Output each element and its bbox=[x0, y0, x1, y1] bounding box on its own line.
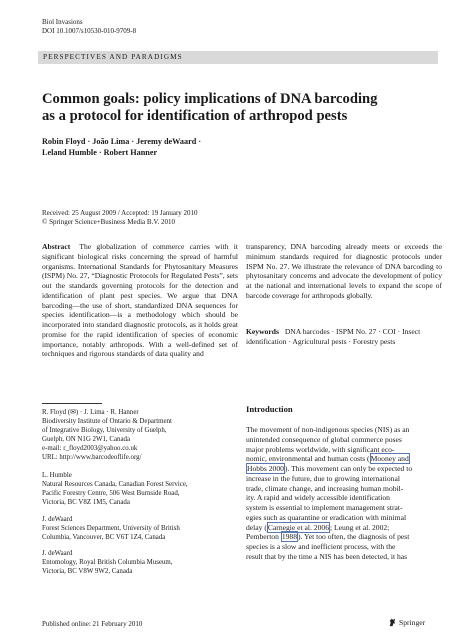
doi: DOI 10.1007/s10530-010-9709-8 bbox=[42, 27, 137, 35]
article-dates bbox=[42, 209, 198, 227]
introduction-body bbox=[246, 425, 442, 562]
intro-line: system is essential to implement management strat- bbox=[246, 503, 403, 512]
journal-name: Biol Invasions bbox=[42, 18, 83, 26]
abstract-left bbox=[42, 242, 238, 359]
abstract-text-right: transparency, DNA barcoding already meets or exceeds the minimum standards required for diagnostic protocols under ISPM No. 27. We illustrate the relevance of DNA barcoding to phytosanitary concerns and advocate the development of policy at the national and international levels to expand the scope of barcode coverage for arthropods globally. bbox=[246, 242, 442, 300]
keywords bbox=[246, 327, 442, 347]
affil-line: Victoria, BC V8Z 1M5, Canada bbox=[42, 499, 130, 506]
affil-line: of Integrative Biology, University of Guelph, bbox=[42, 427, 167, 434]
abstract-label: Abstract bbox=[42, 242, 71, 251]
citation-link[interactable]: Carnegie et al. 2006 bbox=[267, 522, 330, 532]
intro-line: Hobbs 2000). This movement can only be expected to bbox=[247, 464, 413, 473]
affil-url[interactable]: URL: http://www.barcodeoflife.org/ bbox=[42, 454, 142, 461]
intro-line: species is a slow and inefficient process, with the bbox=[246, 542, 396, 551]
intro-line: Pemberton 1988). Yet too often, the diagnosis of pest bbox=[246, 532, 410, 542]
springer-horse-icon bbox=[388, 618, 397, 627]
affil-line: Pacific Forestry Centre, 506 West Burnside Road, bbox=[42, 490, 180, 497]
keywords-text: DNA barcodes · ISPM No. 27 · COI · Insect identification · Agricultural pests · Forestry pests bbox=[246, 327, 421, 346]
affil-line: Biodiversity Institute of Ontario & Department bbox=[42, 418, 172, 425]
citation-link[interactable]: 1988 bbox=[281, 532, 297, 542]
author-list bbox=[42, 136, 342, 158]
footnote-rule bbox=[42, 403, 102, 404]
intro-line: egies such as quarantine or eradication with minimal bbox=[246, 512, 407, 522]
affil-line: J. deWaard bbox=[42, 516, 73, 523]
intro-line: The movement of non-indigenous species (NIS) as an bbox=[246, 425, 410, 434]
publisher-mark bbox=[388, 618, 425, 627]
affil-email[interactable]: e-mail: r_floyd2003@yahoo.co.uk bbox=[42, 445, 138, 452]
affil-line: R. Floyd (✉) · J. Lima · R. Hanner bbox=[42, 409, 139, 416]
affil-line: Entomology, Royal British Columbia Museum, bbox=[42, 559, 173, 566]
intro-line: trade, climate change, and increasing human mobil- bbox=[246, 483, 404, 493]
affil-line: Forest Sciences Department, University of British bbox=[42, 525, 180, 532]
section-band: PERSPECTIVES AND PARADIGMS bbox=[38, 51, 438, 64]
affiliation-3 bbox=[42, 515, 238, 542]
citation-link[interactable]: Mooney and bbox=[370, 454, 409, 464]
keywords-label: Keywords bbox=[246, 327, 279, 336]
affiliation-1 bbox=[42, 408, 238, 462]
title-line-1: Common goals: policy implications of DNA barcoding bbox=[42, 91, 378, 107]
intro-line: major problems worldwide, with significant eco- bbox=[246, 444, 395, 454]
abstract-right bbox=[246, 242, 442, 301]
affil-line: Victoria, BC V8W 9W2, Canada bbox=[42, 568, 133, 575]
intro-line: delay (Carnegie et al. 2006; Leung et al. 2002; bbox=[246, 522, 390, 532]
authors-line-1: Robin Floyd · João Lima · Jeremy deWaard · bbox=[42, 137, 202, 146]
title-line-2: as a protocol for identification of arthropod pests bbox=[42, 108, 348, 124]
affil-line: J. deWaard bbox=[42, 550, 73, 557]
journal-header bbox=[42, 18, 136, 36]
authors-line-2: Leland Humble · Robert Hanner bbox=[42, 148, 158, 157]
received-accepted: Received: 25 August 2009 / Accepted: 19 January 2010 bbox=[42, 209, 198, 217]
intro-line: result that by the time a NIS has been detected, it has bbox=[246, 551, 408, 561]
affil-line: Guelph, ON N1G 2W1, Canada bbox=[42, 436, 131, 443]
intro-line: unintended consequence of global commerce poses bbox=[246, 434, 402, 444]
published-online: Published online: 21 February 2010 bbox=[42, 620, 143, 628]
affiliation-4 bbox=[42, 549, 238, 576]
affil-line: Columbia, Vancouver, BC V6T 1Z4, Canada bbox=[42, 534, 166, 541]
citation-link[interactable]: Hobbs 2000 bbox=[247, 464, 284, 473]
affil-line: L. Humble bbox=[42, 472, 72, 479]
affiliation-2 bbox=[42, 471, 238, 507]
introduction-heading: Introduction bbox=[246, 404, 293, 414]
abstract-text-left: The globalization of commerce carries with it significant biological risks concerning the spread of harmful organisms. International Standards for Phytosanitary Measures (ISPM) No. 27, “Diagnostic Protocols for Regulated Pests”, sets out the standards governing protocols for the detection and identification of plant pest species. We argue that DNA barcoding—the use of short, standardized DNA sequences for species identification—is a methodology which should be incorporated into standard diagnostic protocols, as it holds great promise for the rapid identification of species of economic importance, notably arthropods. With a well-defined set of techniques and rigorous standards of data quality and bbox=[42, 242, 238, 359]
article-title bbox=[42, 91, 442, 125]
affil-line: Natural Resources Canada, Canadian Forest Service, bbox=[42, 481, 188, 488]
copyright: © Springer Science+Business Media B.V. 2010 bbox=[42, 218, 175, 226]
publisher-name: Springer bbox=[399, 618, 426, 627]
intro-line: ity. A rapid and widely accessible identification bbox=[246, 493, 390, 503]
intro-line: nomic, environmental and human costs (Mooney and bbox=[246, 454, 409, 464]
intro-line: increase in the future, due to growing international bbox=[246, 473, 400, 483]
